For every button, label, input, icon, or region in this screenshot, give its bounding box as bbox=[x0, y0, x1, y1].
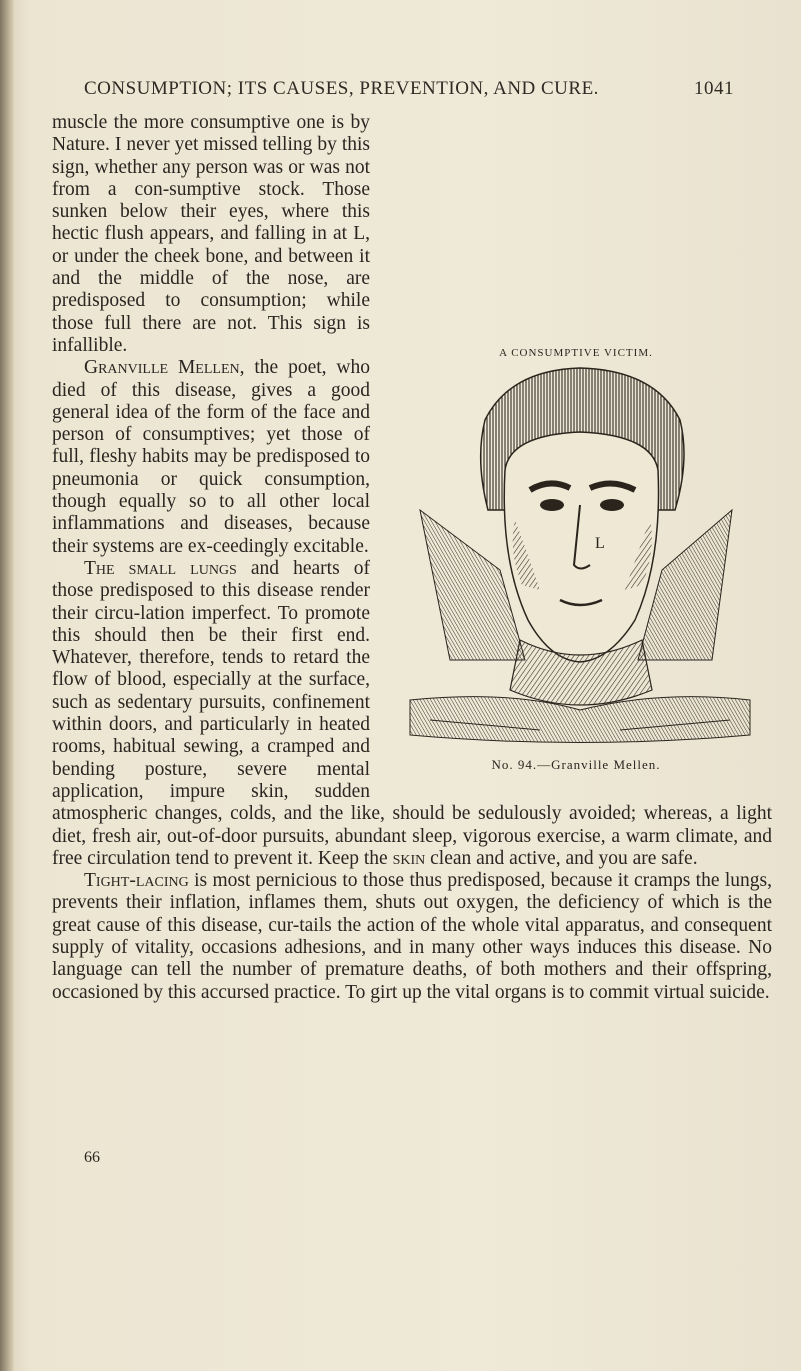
paragraph-3-end: clean and active, and you are safe. bbox=[425, 847, 698, 869]
running-title: CONSUMPTION; ITS CAUSES, PREVENTION, AND CURE. bbox=[84, 78, 599, 99]
paragraph-2-lead: Granville Mellen, bbox=[84, 357, 245, 379]
paragraph-3-skin: skin bbox=[392, 847, 426, 869]
figure bbox=[380, 340, 772, 778]
body-text bbox=[52, 112, 772, 1004]
figure-title: A CONSUMPTIVE VICTIM. bbox=[499, 347, 653, 359]
book-spine bbox=[0, 0, 14, 1371]
paragraph-4-lead: Tight-lacing bbox=[84, 870, 189, 892]
paragraph-3-lead: The small lungs bbox=[84, 557, 237, 579]
paragraph-4 bbox=[52, 870, 772, 1004]
cheek-label: L bbox=[595, 535, 605, 552]
running-header bbox=[84, 78, 734, 100]
paragraph-3-text: and hearts of those predisposed to this disease render their circu-lation imperfect. To promote this should then be their first end. Whatever, therefore, tends to retard the flow of blood, especially at the surface, such as sedentary pursuits, confinement within doors, and particularly in heated rooms, habitual sewing, a cramped and bending posture, severe mental application, impure skin, sudden atmospheric changes, colds, and the like, should be sedulously avoided; whereas, a light diet, fresh air, out-of-door pursuits, abundant sleep, vigorous exercise, a warm climate, and free circulation tend to prevent it. Keep the bbox=[52, 557, 772, 869]
paragraph-2-text: the poet, who died of this disease, gives a good general idea of the form of the face and person of consumptives; yet those of full, fleshy habits may be predisposed to pneumonia or quick consumption, though equally so to all other local inflammations and diseases, because their systems are ex-ceedingly excitable. bbox=[52, 357, 370, 557]
portrait-engraving bbox=[390, 360, 762, 750]
paragraph-4-text: is most pernicious to those thus predisposed, because it cramps the lungs, prevents their inflation, inflames them, shuts out oxygen, the deficiency of which is the great cause of this disease, cur-tails the action of the whole vital apparatus, and consequent supply of vitality, occasions adhesions, and in many other ways induces this disease. No language can tell the number of premature deaths, of both mothers and their offspring, occasioned by this accursed practice. To girt up the vital organs is to commit virtual suicide. bbox=[52, 870, 772, 1003]
figure-caption: No. 94.—Granville Mellen. bbox=[491, 756, 661, 772]
signature-mark: 66 bbox=[84, 1149, 100, 1166]
paragraph-1: muscle the more consumptive one is by Nature. I never yet missed telling by this sign, whether any person was or was not from a con-sumptive stock. Those sunken below their eyes, where this hectic flush appears, and falling in at L, or under the cheek bone, and between it and the middle of the nose, are predisposed to consumption; while those full there are not. This sign is infallible. bbox=[52, 112, 370, 356]
page-number: 1041 bbox=[694, 78, 734, 99]
